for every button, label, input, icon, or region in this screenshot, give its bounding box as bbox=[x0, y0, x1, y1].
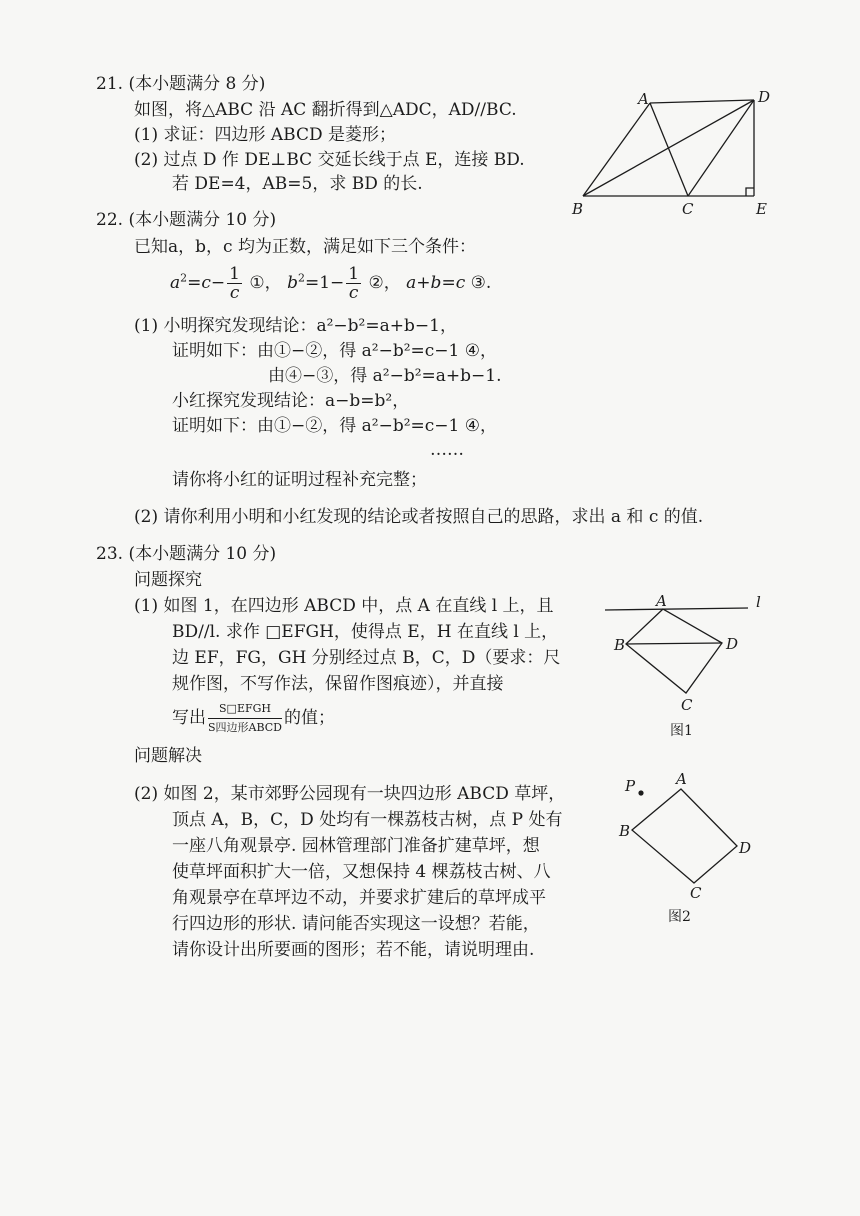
q22-task1: 请你将小红的证明过程补充完整； bbox=[172, 470, 427, 490]
q23-p1-value: 的值； bbox=[284, 708, 336, 728]
fig2-label-p: P bbox=[625, 777, 636, 795]
q23-p1-line3: 边 EF，FG，GH 分别经过点 B，C，D（要求：尺 bbox=[172, 648, 561, 668]
q23-p2-line5: 角观景亭在草坪边不动，并要求扩建后的草坪成平 bbox=[172, 888, 546, 908]
fig1-caption: 图1 bbox=[670, 723, 693, 739]
q22-xm-claim: (1) 小明探究发现结论：a²−b²=a+b−1， bbox=[134, 316, 457, 336]
q22-conditions: $a^2=c-$ $\frac{1}{c}$ ①， $b^2=1-$ $\frac{1}{c}$ ②， a+b=c ③. bbox=[170, 264, 492, 303]
q23-p1-line1: (1) 如图 1，在四边形 ABCD 中，点 A 在直线 l 上，且 bbox=[134, 596, 554, 616]
q21-part1: (1) 求证：四边形 ABCD 是菱形； bbox=[134, 125, 397, 145]
q23-p1-write: 写出 bbox=[172, 708, 206, 728]
pavilion-point-p bbox=[638, 790, 643, 795]
q23-header: 23. (本小题满分 10 分) bbox=[96, 544, 277, 564]
q21-label-d: D bbox=[758, 88, 771, 106]
q23-p2-line7: 请你设计出所要画的图形；若不能，请说明理由. bbox=[172, 940, 535, 960]
q23-p2-line2: 顶点 A，B，C，D 处均有一棵荔枝古树，点 P 处有 bbox=[172, 810, 563, 830]
q23-p1-line2: BD//l. 求作 □EFGH，使得点 E，H 在直线 l 上， bbox=[172, 622, 559, 642]
q23-p2-line6: 行四边形的形状. 请问能否实现这一设想？若能， bbox=[172, 914, 540, 934]
fig1-label-b: B bbox=[614, 636, 626, 654]
q22-header: 22. (本小题满分 10 分) bbox=[96, 210, 277, 230]
q23-p2-line1: (2) 如图 2，某市郊野公园现有一块四边形 ABCD 草坪， bbox=[134, 784, 566, 804]
fig2-label-d: D bbox=[739, 839, 752, 857]
q21-stem: 如图，将△ABC 沿 AC 翻折得到△ADC，AD//BC. bbox=[134, 100, 517, 120]
fig1-label-a: A bbox=[656, 592, 667, 610]
fig2-label-b: B bbox=[619, 822, 631, 840]
q22-dots: …… bbox=[430, 440, 464, 460]
q22-xh-claim: 小红探究发现结论：a−b=b²， bbox=[172, 391, 410, 411]
fig2-label-a: A bbox=[676, 770, 687, 788]
q23-p2-line4: 使草坪面积扩大一倍，又想保持 4 棵荔枝古树、八 bbox=[172, 862, 551, 882]
area-ratio-fraction: $\frac{\text{S□EFGH}}{\text{S四边形ABCD}}$ bbox=[208, 702, 283, 734]
q23-section1: 问题探究 bbox=[134, 570, 202, 590]
q21-part2: (2) 过点 D 作 DE⊥BC 交延长线于点 E，连接 BD. bbox=[134, 150, 525, 170]
q22-xh-proof1: 证明如下：由①−②，得 a²−b²=c−1 ④， bbox=[172, 416, 498, 436]
q21-label-a: A bbox=[638, 90, 649, 108]
fig1-label-c: C bbox=[681, 696, 693, 714]
q21-label-c: C bbox=[682, 200, 694, 218]
fig1-label-l: l bbox=[756, 593, 761, 611]
fig2-caption: 图2 bbox=[668, 909, 691, 925]
q23-section2: 问题解决 bbox=[134, 746, 202, 766]
q23-p2-line3: 一座八角观景亭. 园林管理部门准备扩建草坪，想 bbox=[172, 836, 540, 856]
q22-task2: (2) 请你利用小明和小红发现的结论或者按照自己的思路，求出 a 和 c 的值. bbox=[134, 507, 704, 527]
q22-xm-proof2: 由④−③，得 a²−b²=a+b−1. bbox=[268, 366, 502, 386]
fig1-label-d: D bbox=[726, 635, 739, 653]
fig2-label-c: C bbox=[690, 884, 702, 902]
q21-part2-cont: 若 DE=4，AB=5，求 BD 的长. bbox=[172, 174, 423, 194]
q21-label-b: B bbox=[572, 200, 584, 218]
q22-xm-proof1: 证明如下：由①−②，得 a²−b²=c−1 ④， bbox=[172, 341, 498, 361]
q22-stem: 已知a，b，c 均为正数，满足如下三个条件： bbox=[134, 237, 476, 257]
q21-label-e: E bbox=[756, 200, 767, 218]
q23-p1-line4: 规作图，不写作法，保留作图痕迹），并直接 bbox=[172, 674, 504, 694]
q21-header: 21. (本小题满分 8 分) bbox=[96, 74, 266, 94]
